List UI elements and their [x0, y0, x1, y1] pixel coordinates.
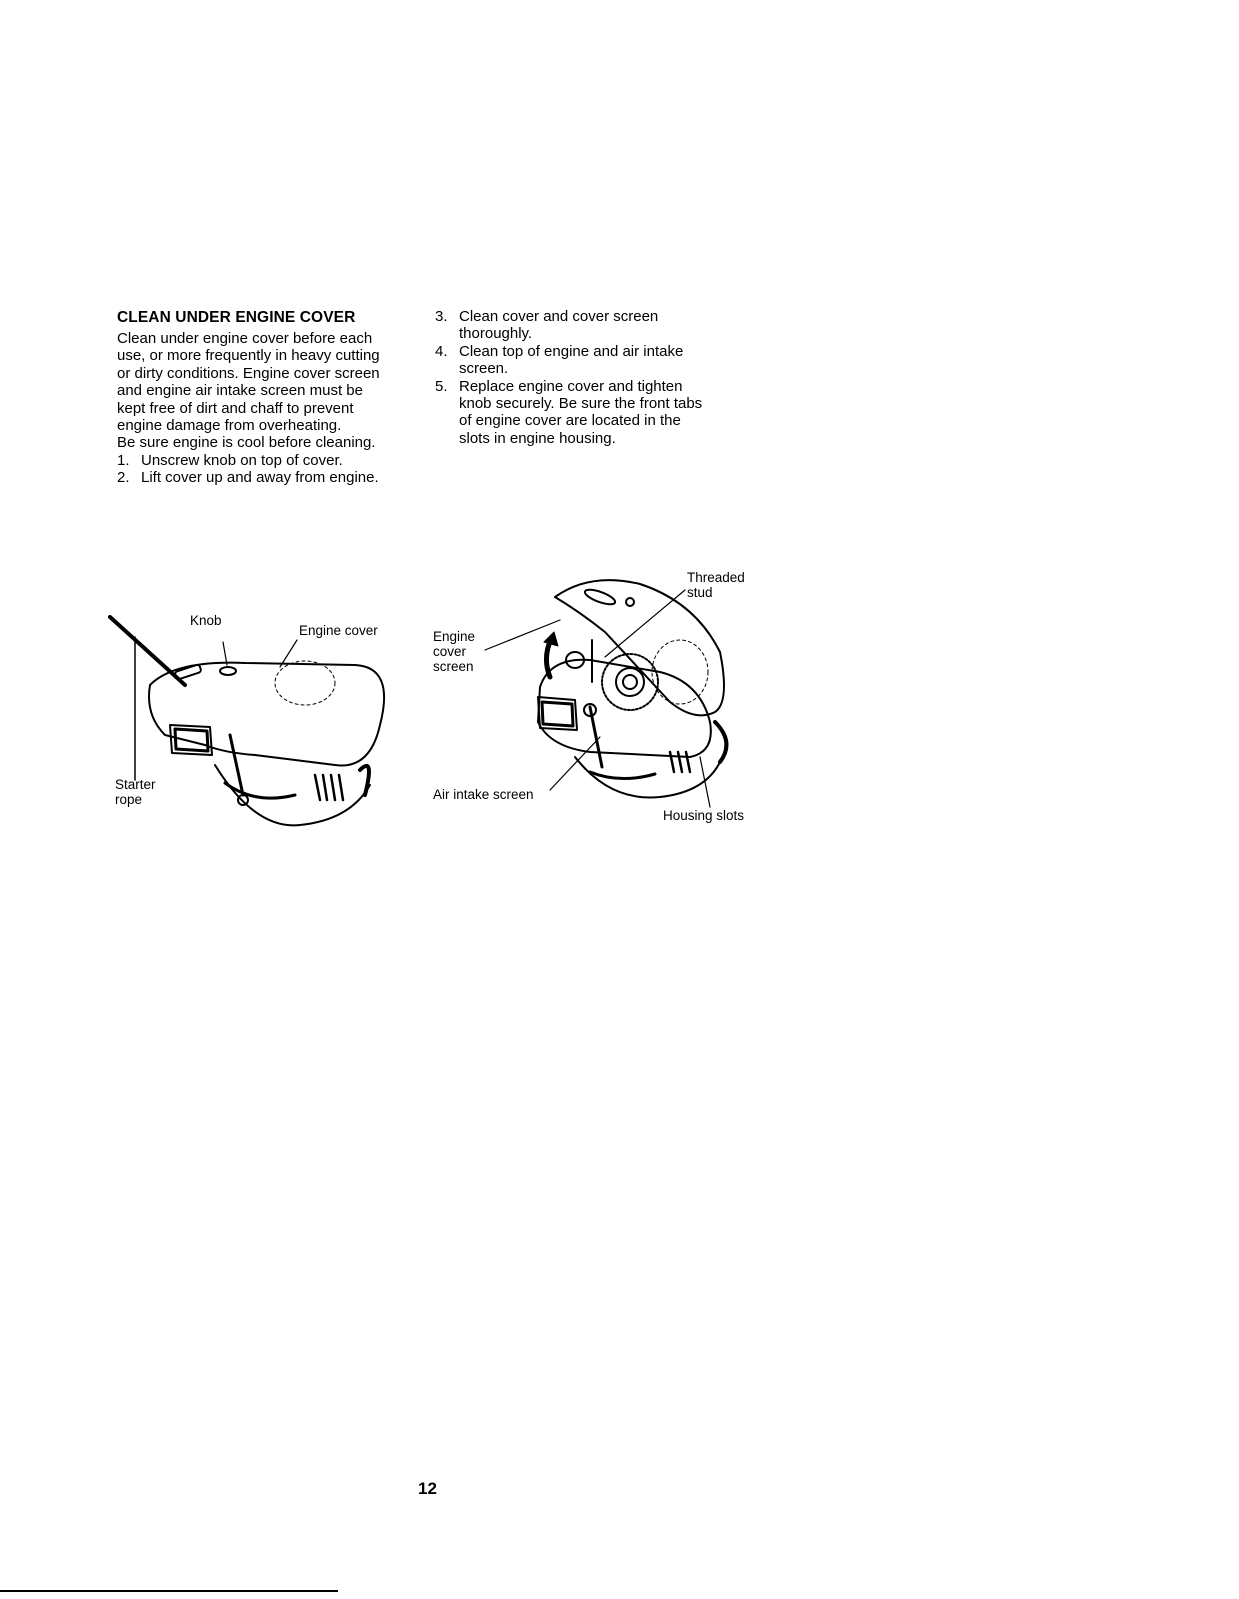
- cover-slot: [583, 587, 616, 607]
- page-number: 12: [418, 1479, 437, 1498]
- engine-cover-label: Engine cover: [299, 623, 378, 638]
- air-intake-screen-leader: [550, 737, 600, 790]
- step-number: 1.: [117, 451, 130, 469]
- intro-line: use, or more frequently in heavy cutting: [117, 347, 380, 365]
- intro-line: and engine air intake screen must be: [117, 382, 363, 400]
- flywheel-screen: [602, 654, 658, 710]
- spark-plug-wire: [715, 722, 726, 762]
- housing-slot: [225, 783, 295, 798]
- intro-line: Be sure engine is cool before cleaning.: [117, 434, 376, 452]
- step-text: Unscrew knob on top of cover.: [141, 451, 343, 469]
- engine-body: [538, 660, 711, 757]
- step-1: [117, 452, 407, 469]
- step-number: 5.: [435, 377, 448, 395]
- left-column: [117, 308, 407, 487]
- cylinder-fins: [315, 775, 343, 800]
- footer-rule: [0, 1590, 338, 1592]
- fuel-tank-inner: [175, 729, 208, 751]
- cylinder-fins: [670, 752, 690, 772]
- step-5: [435, 378, 755, 448]
- step-text: slots in engine housing.: [459, 429, 616, 447]
- spark-plug-wire: [360, 766, 369, 795]
- intro-line: engine damage from overheating.: [117, 417, 342, 435]
- threaded-stud-leader: [605, 590, 685, 657]
- fuel-tank-inner: [542, 702, 573, 726]
- threaded-stud-label: Threaded stud: [687, 570, 745, 600]
- housing-slot: [590, 772, 655, 779]
- engine-cover-screen-label: Engine cover screen: [433, 629, 476, 674]
- flywheel-center: [623, 675, 637, 689]
- lift-arrow-head: [544, 632, 558, 646]
- right-column: [435, 308, 755, 447]
- cover-screen-circle: [275, 661, 335, 705]
- step-text: knob securely. Be sure the front tabs: [459, 395, 703, 413]
- step-number: 4.: [435, 342, 448, 360]
- air-intake-screen-label: Air intake screen: [433, 787, 534, 802]
- engine-cover-closed-figure: [105, 605, 405, 835]
- step-text: screen.: [459, 360, 509, 378]
- housing-slots-label: Housing slots: [663, 808, 745, 823]
- step-number: 3.: [435, 308, 448, 325]
- step-4: [435, 343, 755, 378]
- step-number: 2.: [117, 469, 130, 487]
- intro-line: or dirty conditions. Engine cover screen: [117, 364, 380, 382]
- starter-rope-line: [110, 617, 185, 685]
- cover-hole: [626, 598, 634, 606]
- flywheel-hub: [616, 668, 644, 696]
- step-2: [117, 469, 407, 486]
- intro-line: kept free of dirt and chaff to prevent: [117, 399, 354, 417]
- step-text: Replace engine cover and tighten: [459, 377, 683, 395]
- knob-label: Knob: [190, 613, 222, 628]
- step-3: [435, 308, 755, 343]
- step-text: thoroughly.: [459, 325, 533, 343]
- step-text: Clean top of engine and air intake: [459, 342, 684, 360]
- step-text: Clean cover and cover screen: [459, 308, 659, 325]
- intro-line: Clean under engine cover before each: [117, 330, 373, 347]
- section-heading: CLEAN UNDER ENGINE COVER: [117, 309, 356, 326]
- step-text: of engine cover are located in the: [459, 412, 681, 430]
- step-text: Lift cover up and away from engine.: [141, 469, 379, 487]
- engine-cover-lifted-figure: [430, 562, 765, 832]
- knob-leader: [223, 642, 227, 665]
- knob-shape: [220, 667, 236, 675]
- starter-rope-label: Starter rope: [115, 777, 156, 807]
- intro-paragraph: [117, 330, 407, 452]
